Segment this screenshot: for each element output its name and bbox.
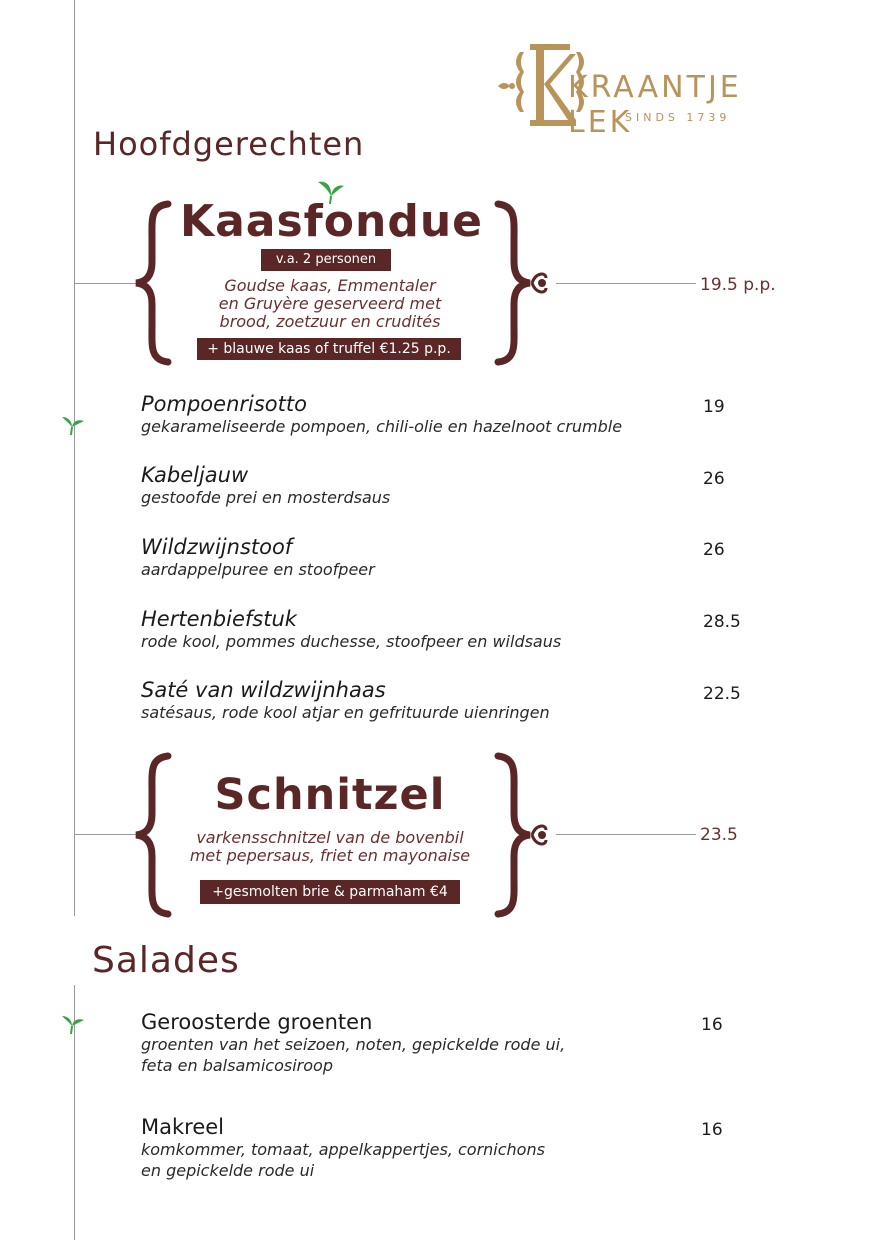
dish-name: Hertenbiefstuk [141, 607, 297, 631]
dish-item-wildzwijnstoof [141, 535, 375, 580]
dish-item-kabeljauw [141, 463, 390, 508]
schnitzel-desc-line1: varkensschnitzel van de bovenbil [196, 828, 464, 847]
schnitzel-price: 23.5 [700, 825, 738, 845]
schnitzel-description [180, 829, 480, 865]
dish-description-line2: feta en balsamicosiroop [141, 1056, 333, 1075]
dish-name: Saté van wildzwijnhaas [141, 678, 386, 702]
left-brace-ornament [134, 200, 174, 370]
leaf-icon [60, 1012, 86, 1042]
dish-description: satésaus, rode kool atjar en gefrituurde uienringen [141, 703, 550, 722]
salad-item-makreel [141, 1115, 545, 1181]
dish-price: 19 [703, 397, 725, 417]
kaasfondue-desc-line3: brood, zoetzuur en crudités [219, 312, 441, 331]
right-brace-ornament [492, 200, 562, 370]
dish-price: 28.5 [703, 612, 741, 632]
kaasfondue-desc-line1: Goudse kaas, Emmentaler [224, 276, 436, 295]
dish-description: aardappelpuree en stoofpeer [141, 560, 375, 579]
left-guide-line [74, 0, 75, 916]
dish-price: 22.5 [703, 684, 741, 704]
brand-since: SINDS 1739 [625, 111, 731, 124]
dish-description: gekarameliseerde pompoen, chili-olie en hazelnoot crumble [141, 417, 623, 436]
dish-price: 16 [701, 1015, 723, 1035]
kaasfondue-extra: + blauwe kaas of truffel €1.25 p.p. [197, 338, 461, 360]
kaasfondue-price: 19.5 p.p. [700, 275, 776, 295]
dish-name: Wildzwijnstoof [141, 535, 293, 559]
dish-name: Kabeljauw [141, 463, 249, 487]
connector-line-left [74, 283, 136, 284]
schnitzel-title: Schnitzel [214, 770, 446, 820]
schnitzel-extra: +gesmolten brie & parmaham €4 [200, 880, 460, 904]
dish-description-line2: en gepickelde rode ui [141, 1161, 315, 1180]
dish-description-line1: groenten van het seizoen, noten, gepickelde rode ui, [141, 1035, 566, 1054]
connector-line-left [74, 834, 136, 835]
kaasfondue-badge: v.a. 2 personen [261, 249, 391, 271]
dish-name: Pompoenrisotto [141, 392, 307, 416]
leaf-icon [60, 413, 86, 443]
dish-price: 26 [703, 469, 725, 489]
kaasfondue-desc-line2: en Gruyère geserveerd met [218, 294, 442, 313]
section-title-salads: Salades [92, 940, 240, 981]
connector-line-right [556, 283, 696, 284]
brand-name: KRAANTJE LEK [568, 70, 742, 140]
dish-description: gestoofde prei en mosterdsaus [141, 488, 391, 507]
brand-logo [492, 34, 812, 140]
dish-price: 26 [703, 540, 725, 560]
dish-description-line1: komkommer, tomaat, appelkappertjes, cornichons [141, 1140, 545, 1159]
schnitzel-desc-line2: met pepersaus, friet en mayonaise [189, 846, 471, 865]
dish-description: rode kool, pommes duchesse, stoofpeer en wildsaus [141, 632, 562, 651]
kaasfondue-title: Kaasfondue [180, 196, 484, 247]
section-title-main: Hoofdgerechten [93, 125, 365, 163]
kaasfondue-description [180, 277, 480, 331]
dish-item-pompoenrisotto [141, 392, 622, 437]
dish-name: Makreel [141, 1115, 224, 1139]
connector-line-right [556, 834, 696, 835]
salad-item-geroosterde-groenten [141, 1010, 565, 1076]
right-brace-ornament [492, 752, 562, 922]
dish-item-hertenbiefstuk [141, 607, 561, 652]
dish-name: Geroosterde groenten [141, 1010, 373, 1034]
dish-item-sate [141, 678, 550, 723]
dish-price: 16 [701, 1120, 723, 1140]
left-brace-ornament [134, 752, 174, 922]
